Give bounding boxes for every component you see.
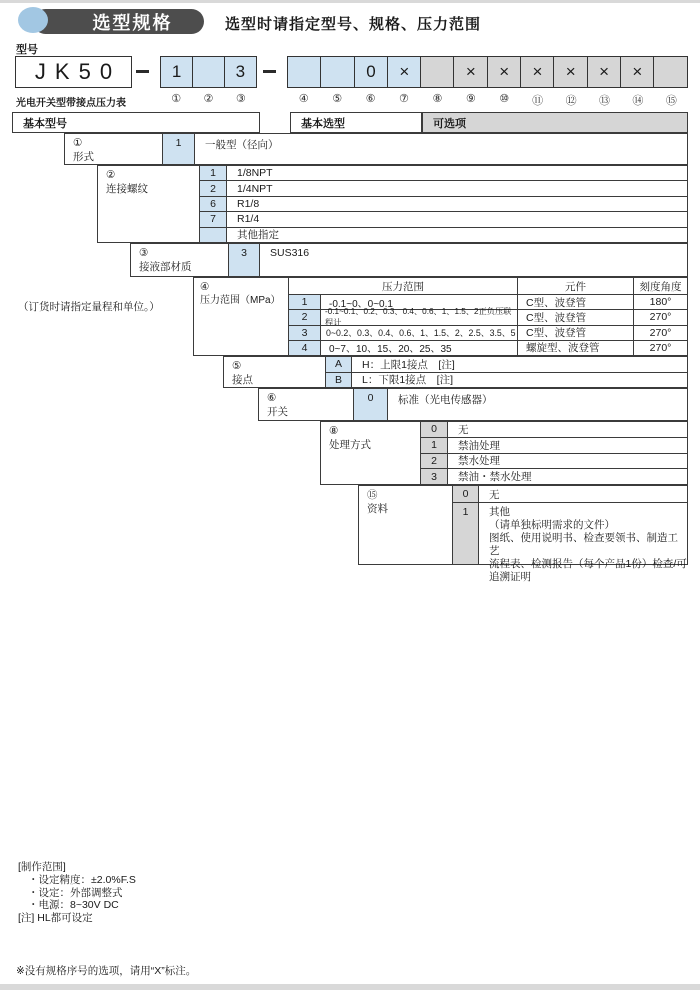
option-code: 3 [229, 244, 260, 276]
option-code: 2 [289, 310, 321, 324]
option-desc: 1/8NPT [237, 167, 273, 180]
pos-num: ⑭ [632, 95, 644, 107]
option-desc: 1/4NPT [237, 182, 273, 195]
section-subtitle: 选型时请指定型号、规格、压力范围 [225, 16, 482, 33]
option-code: 1 [200, 166, 227, 180]
block-number: ⑮ [367, 489, 378, 501]
desc-line: 其他 [489, 506, 510, 518]
pressure-range-value: -0.1~0.1、0.2、0.3、0.4、0.6、1、1.5、2正负压联程计 [321, 310, 518, 324]
pos-num: ④ [298, 93, 309, 105]
block-label [359, 486, 453, 564]
option-desc: 无 [458, 423, 469, 436]
block-title: 开关 [267, 406, 288, 418]
option-code: 0 [354, 389, 388, 420]
block-title: 接点 [232, 374, 253, 386]
pressure-range-value: 0~7、10、15、20、25、35 [321, 341, 518, 355]
option-desc: 无 [489, 488, 500, 501]
code-box-1: 1 [160, 56, 193, 88]
model-code-group1 [160, 56, 257, 88]
option-code: 1 [421, 438, 448, 453]
block-label [194, 278, 289, 355]
notes-title: [制作范围] [18, 861, 66, 873]
subheader-angle: 刻度角度 [639, 280, 682, 293]
code-box-5 [320, 56, 355, 88]
position-numbers-group2 [287, 92, 688, 105]
dash-separator-icon [263, 70, 276, 73]
block-title: 接液部材质 [139, 261, 192, 273]
code-box-12: × [553, 56, 588, 88]
code-box-8 [420, 56, 455, 88]
option-code: 1 [163, 134, 195, 164]
option-desc: H：上限1接点 [注] [362, 358, 455, 371]
option-desc: 禁水处理 [458, 455, 500, 468]
block-title: 处理方式 [329, 439, 371, 451]
footer-remark: ※没有规格序号的选项，请用“X”标注。 [16, 965, 197, 977]
pos-num: ⑬ [599, 95, 610, 107]
block-label [321, 422, 421, 484]
block-number: ⑥ [267, 392, 277, 404]
angle-value: 270° [649, 311, 672, 324]
model-caption: 光电开关型带接点压力表 [16, 98, 126, 109]
block-label [131, 244, 229, 276]
pos-num: ⑪ [532, 95, 544, 107]
notes-remark: [注] HL都可设定 [18, 912, 93, 925]
pos-num: ⑥ [365, 93, 376, 105]
code-box-10: × [487, 56, 522, 88]
block-number: ④ [200, 281, 210, 293]
desc-line: 追溯证明 [489, 571, 531, 583]
block-number: ② [106, 169, 116, 181]
note-item: ・电源：8~30V DC [28, 899, 119, 912]
model-number-label: 型号 [16, 44, 38, 56]
option-code: 3 [289, 326, 321, 340]
option-desc: 禁油・禁水处理 [458, 471, 532, 484]
code-box-2 [192, 56, 225, 88]
option-code: 1 [289, 295, 321, 309]
block-thread [97, 165, 688, 243]
desc-line: 流程表、检测报告（每个产品1份）检查/可 [489, 558, 687, 570]
element-value: C型、波登管 [518, 295, 634, 309]
option-desc: R1/4 [237, 213, 260, 226]
element-value: 螺旋型、波登管 [518, 341, 634, 355]
option-desc: SUS316 [270, 247, 310, 259]
block-title: 资料 [367, 503, 388, 515]
angle-value: 270° [649, 341, 672, 354]
code-box-13: × [587, 56, 622, 88]
section-badge: 选型规格 [33, 9, 204, 34]
pos-num: ① [171, 93, 182, 105]
header-base-select: 基本选型 [290, 112, 422, 133]
angle-value: 270° [649, 326, 672, 339]
block-label [98, 166, 200, 242]
angle-value: 180° [649, 296, 672, 309]
block-number: ① [73, 137, 83, 149]
code-box-9: × [453, 56, 488, 88]
pos-num: ⑨ [465, 93, 476, 105]
code-box-4 [287, 56, 322, 88]
block-number: ③ [139, 247, 149, 259]
option-code: 3 [421, 469, 448, 484]
block-number: ⑤ [232, 360, 242, 372]
code-box-7: × [387, 56, 422, 88]
option-code: 0 [453, 486, 479, 502]
desc-line: 图纸、使用说明书、检查要领书、制造工艺 [489, 532, 678, 557]
pos-num: ⑩ [499, 93, 510, 105]
option-code: B [326, 373, 352, 388]
code-box-15 [653, 56, 688, 88]
option-desc: 其他指定 [237, 229, 279, 242]
subheader-range: 压力范围 [289, 278, 518, 294]
option-code [200, 228, 227, 242]
production-notes [18, 861, 136, 925]
option-desc: R1/8 [237, 198, 260, 211]
code-box-3: 3 [224, 56, 257, 88]
option-desc: L：下限1接点 [注] [362, 374, 454, 387]
block-pressure-range [193, 277, 688, 356]
block-contact [223, 356, 688, 388]
element-value: C型、波登管 [518, 310, 634, 324]
block-number: ⑧ [329, 425, 339, 437]
option-code: A [326, 357, 352, 372]
option-desc-multiline [479, 503, 687, 583]
note-item: ・设定：外部调整式 [28, 886, 123, 899]
header-optional: 可选项 [422, 112, 688, 133]
header-base-model: 基本型号 [12, 112, 260, 133]
block-form [64, 133, 688, 165]
position-numbers-group1 [160, 92, 257, 105]
code-box-14: × [620, 56, 655, 88]
page-top-edge [0, 0, 700, 3]
option-code: 0 [421, 422, 448, 437]
element-value: C型、波登管 [518, 326, 634, 340]
option-desc: 禁油处理 [458, 439, 500, 452]
option-code: 6 [200, 197, 227, 211]
pos-num: ⑫ [565, 95, 577, 107]
note-item: ・设定精度：±2.0%F.S [28, 873, 136, 886]
banner-circle-icon [18, 7, 48, 33]
option-code: 7 [200, 212, 227, 226]
pressure-range-value: 0~0.2、0.3、0.4、0.6、1、1.5、2、2.5、3.5、5 [321, 326, 518, 340]
block-title: 形式 [73, 151, 94, 163]
block-label [65, 134, 163, 164]
order-note: （订货时请指定量程和单位。） [18, 301, 160, 313]
block-documents [358, 485, 688, 583]
block-title: 压力范围（MPa） [200, 295, 281, 306]
dash-separator-icon [136, 70, 149, 73]
code-box-6: 0 [354, 56, 389, 88]
model-base-code: JK50 [15, 56, 132, 88]
pos-num: ⑤ [332, 93, 343, 105]
block-title: 连接螺纹 [106, 183, 148, 195]
option-code: 2 [200, 181, 227, 195]
pos-num: ⑦ [399, 93, 409, 105]
block-label [259, 389, 354, 420]
option-code: 4 [289, 341, 321, 355]
option-desc: 标准（光电传感器） [398, 394, 493, 406]
option-code: 2 [421, 454, 448, 469]
option-code: 1 [453, 503, 479, 564]
block-label [224, 357, 326, 387]
pos-num: ③ [235, 93, 246, 105]
model-code-group2 [287, 56, 688, 88]
pos-num: ⑧ [432, 93, 443, 105]
page-bottom-edge [0, 984, 700, 990]
option-desc: 一般型（径向） [205, 139, 279, 151]
desc-line: （请单独标明需求的文件） [489, 519, 615, 531]
block-treatment [320, 421, 688, 485]
pos-num: ⑮ [665, 95, 677, 107]
pos-num: ② [203, 93, 214, 105]
pressure-range-value: -0.1~0、0~0.1 [321, 295, 518, 309]
block-wetted-material [130, 243, 688, 277]
block-switch [258, 388, 688, 421]
code-box-11: × [520, 56, 555, 88]
subheader-element: 元件 [518, 278, 634, 294]
